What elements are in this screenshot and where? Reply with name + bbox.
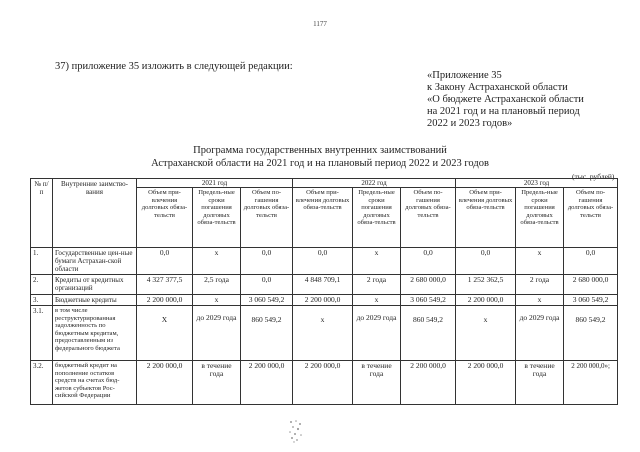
cell-value: 0,0 (456, 248, 516, 275)
cell-value: 3 060 549,2 (241, 295, 293, 306)
appendix-heading (427, 70, 584, 130)
cell-value: 2 200 000,0»; (564, 361, 618, 405)
cell-value: х (193, 248, 241, 275)
sub-header-volume-attraction: Объем при-влечения долговых обяза-тельств (293, 188, 353, 248)
cell-value: в течение года (353, 361, 401, 405)
cell-value: 4 327 377,5 (137, 275, 193, 295)
cell-value: х (516, 248, 564, 275)
row-name: Кредиты от кредитных организаций (53, 275, 137, 295)
cell-value: до 2029 года (516, 306, 564, 361)
cell-value: 0,0 (564, 248, 618, 275)
cell-value: х (293, 306, 353, 361)
sub-header-max-term: Предель-ные сроки погашения долговых обяза-тельств (353, 188, 401, 248)
cell-value: х (516, 295, 564, 306)
borrowing-table (30, 178, 618, 405)
year-header-2023: 2023 год (456, 179, 618, 188)
appendix-line: 2022 и 2023 годов» (427, 118, 513, 129)
cell-value: 2 680 000,0 (401, 275, 456, 295)
cell-value: 2 200 000,0 (293, 361, 353, 405)
appendix-line: на 2021 год и на плановый период (427, 106, 580, 117)
sub-header-volume-repayment: Объем по-гашения долговых обяза-тельств (564, 188, 618, 248)
cell-value: до 2029 года (353, 306, 401, 361)
cell-value: 0,0 (293, 248, 353, 275)
title-line: Программа государственных внутренних заимствований (193, 145, 447, 156)
cell-value: 3 060 549,2 (564, 295, 618, 306)
row-number: 3. (31, 295, 53, 306)
row-name: в том числе реструктурированная задолженность по бюджетным кредитам, предоставленным из федерального бюджета (53, 306, 137, 361)
appendix-line: «Приложение 35 (427, 70, 502, 81)
cell-value: 0,0 (401, 248, 456, 275)
cell-value: 860 549,2 (401, 306, 456, 361)
cell-value: 2 200 000,0 (456, 361, 516, 405)
cell-value: до 2029 года (193, 306, 241, 361)
cell-value: х (353, 248, 401, 275)
sub-header-max-term: Предель-ные сроки погашения долговых обяза-тельств (193, 188, 241, 248)
year-header-2022: 2022 год (293, 179, 456, 188)
cell-value: 1 252 362,5 (456, 275, 516, 295)
cell-value: 0,0 (241, 248, 293, 275)
table-header-row (31, 179, 618, 188)
cell-value: 3 060 549,2 (401, 295, 456, 306)
sub-header-volume-attraction: Объем при-влечения долговых обяза-тельств (137, 188, 193, 248)
row-number: 1. (31, 248, 53, 275)
document-title (0, 144, 640, 170)
cell-value: в течение года (516, 361, 564, 405)
cell-value: х (353, 295, 401, 306)
cell-value: х (193, 295, 241, 306)
appendix-line: «О бюджете Астраханской области (427, 94, 584, 105)
stamp-mark (285, 418, 307, 444)
appendix-line: к Закону Астраханской области (427, 82, 568, 93)
cell-value: 2 года (353, 275, 401, 295)
cell-value: Х (137, 306, 193, 361)
row-name: Бюджетные кредиты (53, 295, 137, 306)
table-row (31, 361, 618, 405)
cell-value: 2 200 000,0 (241, 361, 293, 405)
intro-line: 37) приложение 35 изложить в следующей редакции: (55, 61, 293, 72)
cell-value: 2 200 000,0 (456, 295, 516, 306)
cell-value: 4 848 709,1 (293, 275, 353, 295)
sub-header-max-term: Предель-ные сроки погашения долговых обяза-тельств (516, 188, 564, 248)
cell-value: 0,0 (241, 275, 293, 295)
cell-value: 2 680 000,0 (564, 275, 618, 295)
cell-value: 0,0 (137, 248, 193, 275)
cell-value: 2 200 000,0 (293, 295, 353, 306)
cell-value: 860 549,2 (564, 306, 618, 361)
year-header-2021: 2021 год (137, 179, 293, 188)
cell-value: 2,5 года (193, 275, 241, 295)
cell-value: в течение года (193, 361, 241, 405)
title-line: Астраханской области на 2021 год и на плановый период 2022 и 2023 годов (151, 158, 489, 169)
row-number: 2. (31, 275, 53, 295)
cell-value: 2 200 000,0 (137, 361, 193, 405)
row-number: 3.2. (31, 361, 53, 405)
table-row (31, 306, 618, 361)
page-number: 1177 (313, 20, 327, 28)
cell-value: х (456, 306, 516, 361)
cell-value: 2 200 000,0 (137, 295, 193, 306)
col-header-name: Внутренние заимство-вания (53, 179, 137, 248)
col-header-number: № п/п (31, 179, 53, 248)
row-name: бюджетный кредит на пополнение остатков средств на счетах бюд-жетов субъектов Рос-сийской Федерации (53, 361, 137, 405)
row-number: 3.1. (31, 306, 53, 361)
cell-value: 2 200 000,0 (401, 361, 456, 405)
sub-header-volume-attraction: Объем при-влечения долговых обяза-тельств (456, 188, 516, 248)
sub-header-volume-repayment: Объем по-гашения долговых обяза-тельств (241, 188, 293, 248)
sub-header-volume-repayment: Объем по-гашения долговых обяза-тельств (401, 188, 456, 248)
table-row (31, 248, 618, 275)
cell-value: 2 года (516, 275, 564, 295)
table-row (31, 275, 618, 295)
table-row (31, 295, 618, 306)
cell-value: 860 549,2 (241, 306, 293, 361)
row-name: Государственные цен-ные бумаги Астрахан-ской области (53, 248, 137, 275)
units-note: (тыс. рублей) (572, 172, 615, 181)
